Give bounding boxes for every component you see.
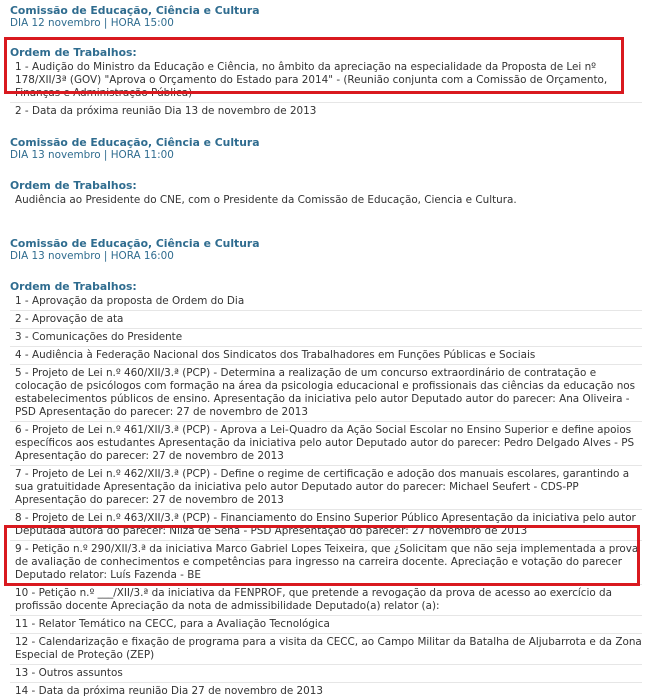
agenda-item: 1 - Aprovação da proposta de Ordem do Dia — [10, 293, 642, 311]
agenda-item: 14 - Data da próxima reunião Dia 27 de novembro de 2013 — [15, 685, 323, 697]
meeting-title: Comissão de Educação, Ciência e Cultura — [10, 237, 260, 250]
meeting-title: Comissão de Educação, Ciência e Cultura — [10, 4, 260, 17]
agenda-text: Audiência ao Presidente do CNE, com o Presidente da Comissão de Educação, Ciencia e Cultura. — [15, 194, 517, 206]
agenda-item: 5 - Projeto de Lei n.º 460/XII/3.ª (PCP) - Determina a realização de um concurso extraordinário de contratação e colocação de psicólogos com formação na área da psicologia educacional e profissionais das ciências da educação nos estabelecimentos públicos de ensino. Apresentação da iniciativa pelo autor Deputado autor do parecer: Ana Oliveira - PSD Apresentação do parecer: 27 de novembro de 2013 — [10, 365, 642, 422]
meeting-title: Comissão de Educação, Ciência e Cultura — [10, 136, 260, 149]
order-label: Ordem de Trabalhos: — [10, 179, 137, 192]
agenda-item: 2 - Aprovação de ata — [10, 311, 642, 329]
meeting-2-order — [10, 179, 642, 207]
agenda-item: 13 - Outros assuntos — [10, 665, 642, 683]
agenda-item: 6 - Projeto de Lei n.º 461/XII/3.ª (PCP) - Aprova a Lei-Quadro da Ação Social Escolar no Ensino Superior e define apoios específicos aos estudantes Apresentação da iniciativa pelo autor Deputado autor do parecer: Pedro Delgado Alves - PS Apresentação do parecer: 27 de novembro de 2013 — [10, 422, 642, 466]
agenda-item: 3 - Comunicações do Presidente — [10, 329, 642, 347]
meeting-2 — [10, 136, 642, 162]
agenda-item: 9 - Petição n.º 290/XII/3.ª da iniciativa Marco Gabriel Lopes Teixeira, que ¿Solicitam que não seja implementada a prova de avaliação de conhecimentos e competências para ingresso na carreira docente. Apreciação e votação do parecer Deputado relator: Luís Fazenda - BE — [10, 541, 642, 585]
meeting-3-order — [10, 280, 642, 700]
agenda-item: 4 - Audiência à Federação Nacional dos Sindicatos dos Trabalhadores em Funções Públicas e Sociais — [10, 347, 642, 365]
agenda-item: 11 - Relator Temático na CECC, para a Avaliação Tecnológica — [10, 616, 642, 634]
meeting-3 — [10, 237, 642, 263]
meeting-date: DIA 12 novembro | HORA 15:00 — [10, 17, 174, 29]
meeting-1-order — [10, 46, 642, 120]
agenda-item: 12 - Calendarização e fixação de programa para a visita da CECC, ao Campo Militar da Batalha de Aljubarrota e da Zona Especial de Proteção (ZEP) — [10, 634, 642, 665]
meeting-date: DIA 13 novembro | HORA 11:00 — [10, 149, 174, 161]
meeting-1 — [10, 4, 642, 30]
order-label: Ordem de Trabalhos: — [10, 280, 137, 293]
agenda-item: 8 - Projeto de Lei n.º 463/XII/3.ª (PCP) - Financiamento do Ensino Superior Público Apresentação da iniciativa pelo autor Deputada autora do parecer: Nilza de Sena - PSD Apresentação do parecer: 27 novembro de 2013 — [10, 510, 642, 541]
agenda-item: 10 - Petição n.º ___/XII/3.ª da iniciativa da FENPROF, que pretende a revogação da prova de acesso ao exercício da profissão docente Apreciação da nota de admissibilidade Deputado(a) relator (a): — [10, 585, 642, 616]
order-label: Ordem de Trabalhos: — [10, 46, 137, 59]
agenda-item: 7 - Projeto de Lei n.º 462/XII/3.ª (PCP) - Define o regime de certificação e adoção dos manuais escolares, garantindo a sua gratuitidade Apresentação da iniciativa pelo autor Deputado autor do parecer: Michael Seufert - CDS-PP Apresentação do parecer: 27 de novembro de 2013 — [10, 466, 642, 510]
meeting-date: DIA 13 novembro | HORA 16:00 — [10, 250, 174, 262]
agenda-item: 2 - Data da próxima reunião Dia 13 de novembro de 2013 — [15, 105, 317, 117]
agenda-item: 1 - Audição do Ministro da Educação e Ciência, no âmbito da apreciação na especialidade da Proposta de Lei nº 178/XII/3ª (GOV) "Aprova o Orçamento do Estado para 2014" - (Reunião conjunta com a Comissão de Orçamento, Finanças e Administração Pública) — [10, 59, 642, 103]
